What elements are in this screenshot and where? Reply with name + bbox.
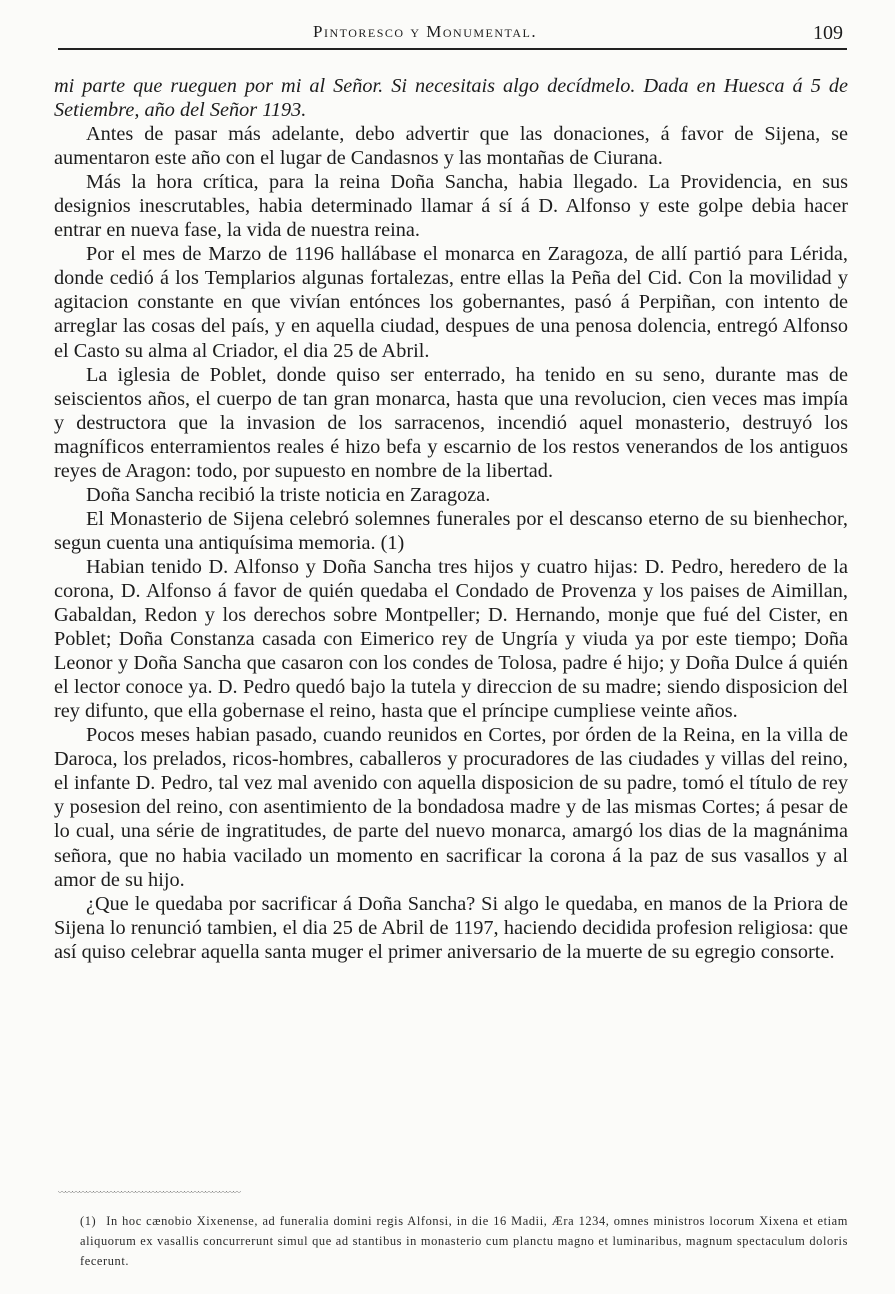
paragraph: Por el mes de Marzo de 1196 hallábase el monarca en Zaragoza, de allí partió para Lérida, donde cedió á los Templarios algunas fortalezas, entre ellas la Peña del Cid. Con la movilidad y agitacion constante en que vivían entónces los gobernantes, pasó á Perpiñan, con intento de arreglar las cosas del país, y en aquella ciudad, despues de una penosa dolencia, entregó Alfonso el Casto su alma al Criador, el dia 25 de Abril. [54,243,848,362]
paragraph: Pocos meses habian pasado, cuando reunidos en Cortes, por órden de la Reina, en la villa de Daroca, los prelados, ricos-hombres, caballeros y procuradores de las ciudades y villas del reino, el infante D. Pedro, tal vez mal avenido con aquella disposicion de su padre, tomó el título de rey y posesion del reino, con asentimiento de la bondadosa madre y de las mismas Cortes; á pesar de lo cual, una série de ingratitudes, de parte del nuevo monarca, amargó los dias de la magnánima señora, que no habia vacilado un momento en sacrificar la corona á la paz de sus vasallos y al amor de su hijo. [54,724,848,891]
page-number: 109 [813,22,843,44]
paragraph: El Monasterio de Sijena celebró solemnes funerales por el descanso eterno de su bienhechor, segun cuenta una antiquísima memoria. (1) [54,507,848,554]
paragraph: ¿Que le quedaba por sacrificar á Doña Sancha? Si algo le quedaba, en manos de la Priora de Sijena lo renunció tambien, el dia 25 de Abril de 1197, haciendo decidida profesion religiosa: que así quiso celebrar aquella santa muger el primer aniversario de la muerte de su egregio consorte. [54,892,848,963]
running-title: Pintoresco y Monumental. [313,22,538,41]
paragraph: mi parte que rueguen por mi al Señor. Si necesitais algo decídmelo. Dada en Huesca á 5 de Setiembre, año del Señor 1193. [54,75,848,122]
body-text [54,74,848,964]
footnote-mark: (1) [80,1214,97,1228]
footnote-divider: 〰〰〰〰〰〰〰〰〰〰〰〰〰〰〰〰〰〰〰〰〰〰〰〰〰〰 [58,1190,240,1196]
paragraph: Doña Sancha recibió la triste noticia en Zaragoza. [86,483,491,506]
paragraph: Más la hora crítica, para la reina Doña Sancha, habia llegado. La Providencia, en sus designios inescrutables, habia determinado llamar á sí á D. Alfonso y este golpe debia hacer entrar en nueva fase, la vida de nuestra reina. [54,171,848,242]
paragraph: La iglesia de Poblet, donde quiso ser enterrado, ha tenido en su seno, durante mas de seiscientos años, el cuerpo de tan gran monarca, hasta que una revolucion, cien veces mas impía y destructora que la invasion de los sarracenos, incendió aquel monasterio, destruyó los magníficos enterramientos reales é hizo befa y escarnio de los restos venerandos de los antiguos reyes de Aragon: todo, por supuesto en nombre de la libertad. [54,363,848,482]
paragraph: Habian tenido D. Alfonso y Doña Sancha tres hijos y cuatro hijas: D. Pedro, heredero de la corona, D. Alfonso á favor de quién quedaba el Condado de Provenza y los paises de Aimillan, Gabaldan, Redon y los derechos sobre Montpeller; D. Hernando, monje que fué del Cister, en Poblet; Doña Constanza casada con Eimerico rey de Ungría y viuda ya por este tiempo; Doña Leonor y Doña Sancha que casaron con los condes de Tolosa, padre é hijo; y Doña Dulce á quién el lector conoce ya. D. Pedro quedó bajo la tutela y direccion de su madre; siendo disposicion del rey difunto, que ella gobernase el reino, hasta que el príncipe cumpliese veinte años. [54,555,848,723]
paragraph: Antes de pasar más adelante, debo advertir que las donaciones, á favor de Sijena, se aumentaron este año con el lugar de Candasnos y las montañas de Ciurana. [54,123,848,170]
footnote-text: In hoc cænobio Xixenense, ad funeralia domini regis Alfonsi, in die 16 Madii, Æra 1234, omnes ministros locorum Xixena et etiam aliquorum ex vasallis concurrerunt simul que ad stantibus in monasterio cum planctu magno et luminaribus, magnum spectaculum doloris fecerunt. [80,1214,848,1268]
page-header [58,18,847,50]
footnote [80,1211,848,1271]
header-rule [58,48,847,50]
